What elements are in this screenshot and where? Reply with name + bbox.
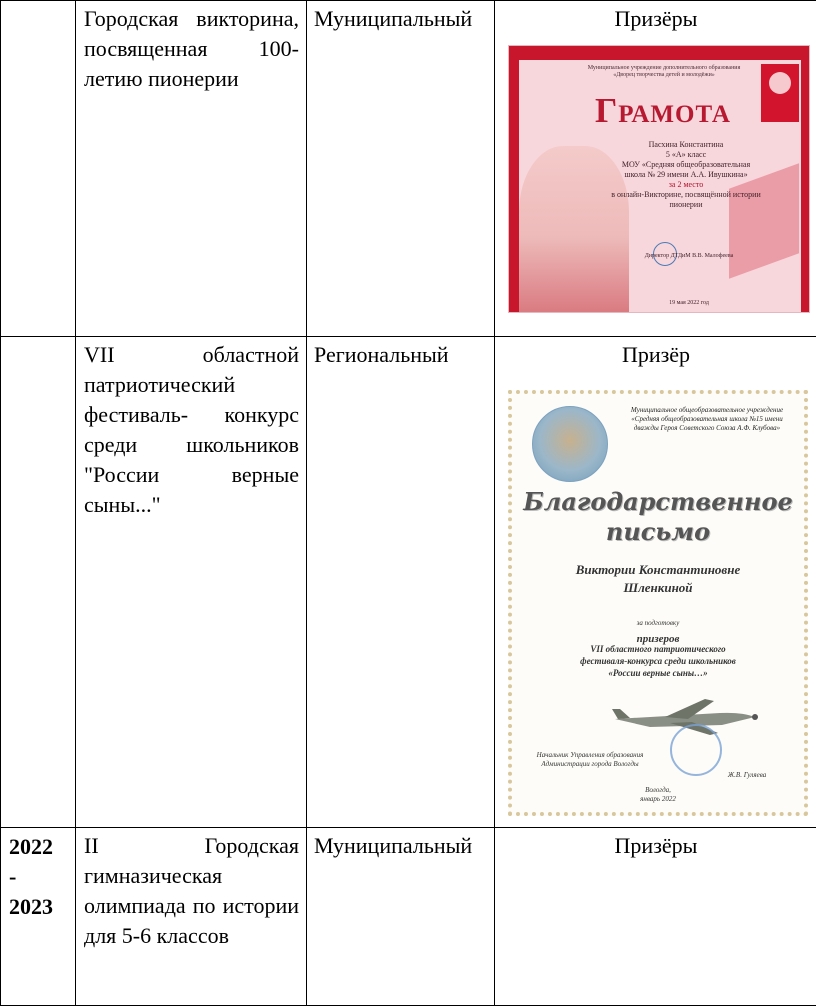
hero-medal-icon: [532, 406, 608, 482]
result-cell: [495, 337, 816, 828]
event-cell: Городская викторина, посвященная 100-летию пионерии: [76, 1, 307, 337]
letter-recipient: Виктории Константиновне Шленкиной: [575, 562, 741, 595]
result-cell: [495, 1, 816, 337]
result-label: Призёры: [614, 6, 698, 31]
letter-title: Благодарственное письмо: [523, 487, 793, 546]
letter-winners: призеров: [636, 633, 680, 645]
certificate-body: Пасхина Константина 5 «А» класс МОУ «Средняя общеобразовательная школа № 29 имени А.А. Ивушкина» за 2 место в онлайн-Викторине, посвящённой истории пионерии: [611, 140, 761, 209]
event-cell: II Городская гимназическая олимпиада по истории для 5-6 классов: [76, 828, 307, 1006]
year-cell: [1, 337, 76, 828]
event-cell: VII областной патриотический фестиваль- конкурс среди школьников "России верные сыны...": [76, 337, 307, 828]
table-row: [1, 1, 816, 337]
certificate-issuer: Муниципальное учреждение дополнительного образования «Дворец творчества детей и молодёжи»: [587, 65, 741, 78]
certificate-date: 19 мая 2022 год: [669, 300, 709, 306]
certificate-signature: Директор ДТДиМ В.В. Малофеева: [644, 253, 734, 259]
table-row: [1, 828, 816, 1006]
result-label: Призёр: [621, 342, 691, 367]
certificate-thanks-letter-image: [508, 390, 808, 816]
level-cell: Муниципальный: [307, 828, 495, 1006]
level-cell: Муниципальный: [307, 1, 495, 337]
decor-band: [509, 46, 519, 312]
decor-band: [509, 46, 809, 60]
result-cell: [495, 828, 816, 1006]
emblem-icon: [761, 64, 799, 122]
year-end: 2023: [9, 894, 53, 919]
year-cell: [1, 828, 76, 1006]
level-cell: Региональный: [307, 337, 495, 828]
letter-signatory-title: Начальник Управления образования Администрации города Вологды: [536, 751, 644, 768]
year-dash: -: [9, 864, 17, 889]
letter-for: за подготовку: [636, 619, 680, 627]
letter-issuer: Муниципальное общеобразовательное учреждение «Средняя общеобразовательная школа №15 имени дважды Героя Советского Союза А.Ф. Клубова»: [630, 406, 784, 432]
decor-band: [801, 46, 809, 312]
letter-signatory-name: Ж.В. Гуляева: [727, 771, 767, 779]
year-start: 2022: [9, 834, 53, 859]
certificate-title: Грамота: [595, 91, 731, 130]
result-label: Призёры: [614, 833, 698, 858]
letter-description: VII областного патриотического фестиваля-конкурса среди школьников «России верные сыны…»: [580, 644, 736, 678]
letter-place-date: Вологда, январь 2022: [640, 786, 676, 803]
certificate-gramota-image: [508, 45, 810, 313]
year-cell: [1, 1, 76, 337]
table-row: [1, 337, 816, 828]
